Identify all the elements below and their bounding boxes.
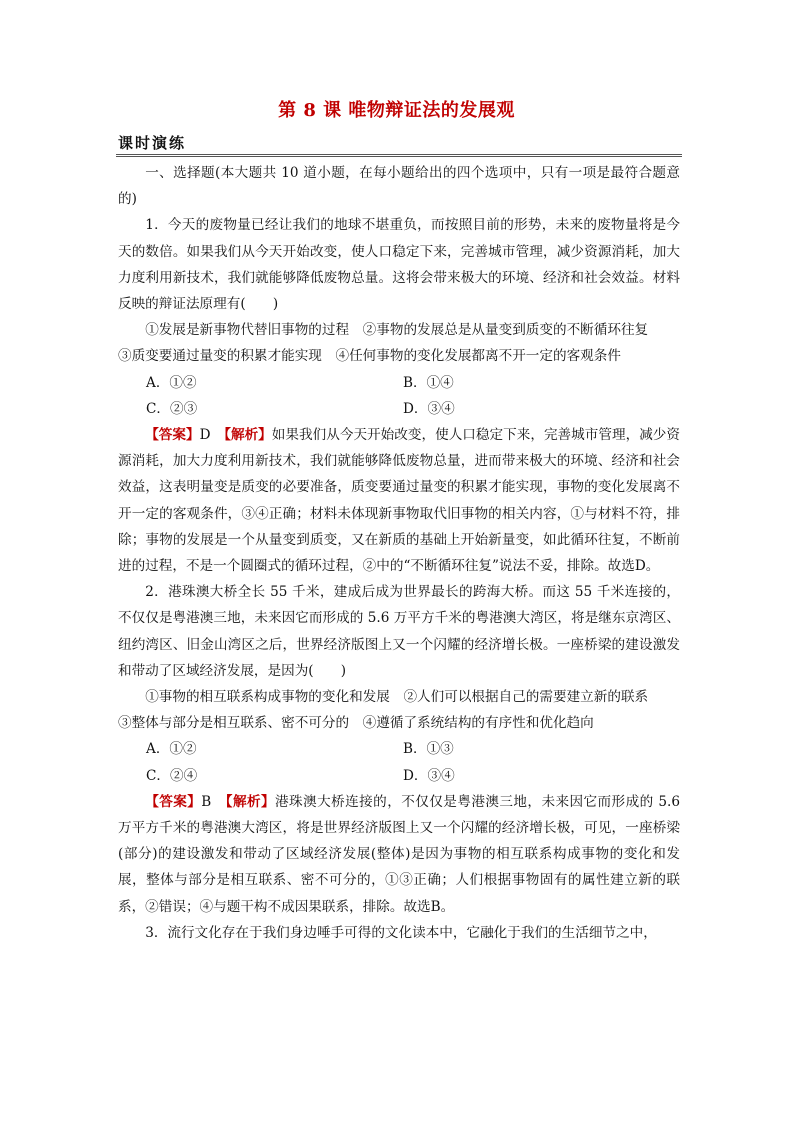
analysis-text: 港珠澳大桥连接的，不仅仅是粤港澳三地，未来因它而形成的 5.6 万平方千米的粤港澳大湾区，将是世界经济版图上又一个闪耀的经济增长极，可见，一座桥梁(部分)的建设激发和带动了区域经济发展(整体)是因为事物的相互联系构成事物的变化和发展，整体与部分是相互联系、密不可分的，①③正确；人们根据事物固有的属性建立新的联系，②错误；④与题干构不成因果联系，排除。故选B。	[118, 793, 680, 915]
question-1-option-a: A．①②	[146, 374, 197, 391]
instructions: 一、选择题(本大题共 10 道小题，在每小题给出的四个选项中，只有一项是最符合题意的)	[118, 165, 680, 208]
question-1-answer	[118, 422, 680, 579]
analysis-tag: 【解析】	[225, 793, 276, 810]
lesson-title: 第 8 课 唯物辩证法的发展观	[278, 100, 515, 121]
question-1-options-row1	[118, 370, 680, 396]
question-1-stem: 1．今天的废物量已经让我们的地球不堪重负，而按照目前的形势，未来的废物量将是今天的数倍。如果我们从今天开始改变，使人口稳定下来，完善城市管理，减少资源消耗，加大力度利用新技术，我们就能够降低废物总量。这将会带来极大的环境、经济和社会效益。材料反映的辩证法原理有( )	[118, 217, 680, 313]
question-1-statements-line1: ①发展是新事物代替旧事物的过程 ②事物的发展总是从量变到质变的不断循环往复	[145, 322, 649, 339]
question-2-options-row1	[118, 736, 680, 762]
question-2-options-row2	[118, 763, 680, 789]
question-2-option-d: D．③④	[403, 767, 455, 784]
question-1-options-row2	[118, 396, 680, 422]
question-1-statements-line2: ③质变要通过量变的积累才能实现 ④任何事物的变化发展都离不开一定的客观条件	[118, 348, 621, 365]
question-2-option-c: C．②④	[146, 767, 198, 784]
question-1-option-b: B．①④	[403, 374, 454, 391]
question-2-option-a: A．①②	[146, 741, 197, 758]
question-3-stem: 3．流行文化存在于我们身边唾手可得的文化读本中，它融化于我们的生活细节之中，	[145, 924, 657, 941]
document-body	[118, 160, 680, 946]
question-2-statements-line2: ③整体与部分是相互联系、密不可分的 ④遵循了系统结构的有序性和优化趋向	[118, 715, 594, 732]
question-1-option-c: C．②③	[146, 400, 198, 417]
answer-letter: D	[199, 427, 211, 444]
section-heading: 课时演练	[118, 134, 187, 152]
answer-tag: 【答案】	[145, 427, 200, 444]
analysis-tag: 【解析】	[224, 427, 272, 444]
answer-tag: 【答案】	[145, 793, 202, 810]
question-2-statements-line1: ①事物的相互联系构成事物的变化和发展 ②人们可以根据自己的需要建立新的联系	[145, 689, 649, 706]
question-2-answer	[118, 789, 680, 920]
answer-letter: B	[201, 793, 212, 810]
section-divider	[116, 154, 682, 157]
question-2-stem: 2．港珠澳大桥全长 55 千米，建成后成为世界最长的跨海大桥。而这 55 千米连接的，不仅仅是粤港澳三地，未来因它而形成的 5.6 万平方千米的粤港澳大湾区，将是继东京湾区、纽约湾区、旧金山湾区之后，世界经济版图上又一个闪耀的经济增长极。一座桥梁的建设激发和带动了区域经济发展，是因为( )	[118, 584, 680, 679]
question-2-option-b: B．①③	[403, 741, 454, 758]
analysis-text: 如果我们从今天开始改变，使人口稳定下来，完善城市管理，减少资源消耗，加大力度利用新技术，我们就能够降低废物总量，进而带来极大的环境、经济和社会效益，这表明量变是质变的必要准备，质变要通过量变的积累才能实现，事物的变化发展离不开一定的客观条件，③④正确；材料未体现新事物取代旧事物的相关内容，①与材料不符，排除；事物的发展是一个从量变到质变，又在新质的基础上开始新量变，如此循环往复，不断前进的过程，不是一个圆圈式的循环过程，②中的“不断循环往复”说法不妥，排除。故选D。	[118, 427, 681, 575]
question-1-option-d: D．③④	[403, 400, 455, 417]
